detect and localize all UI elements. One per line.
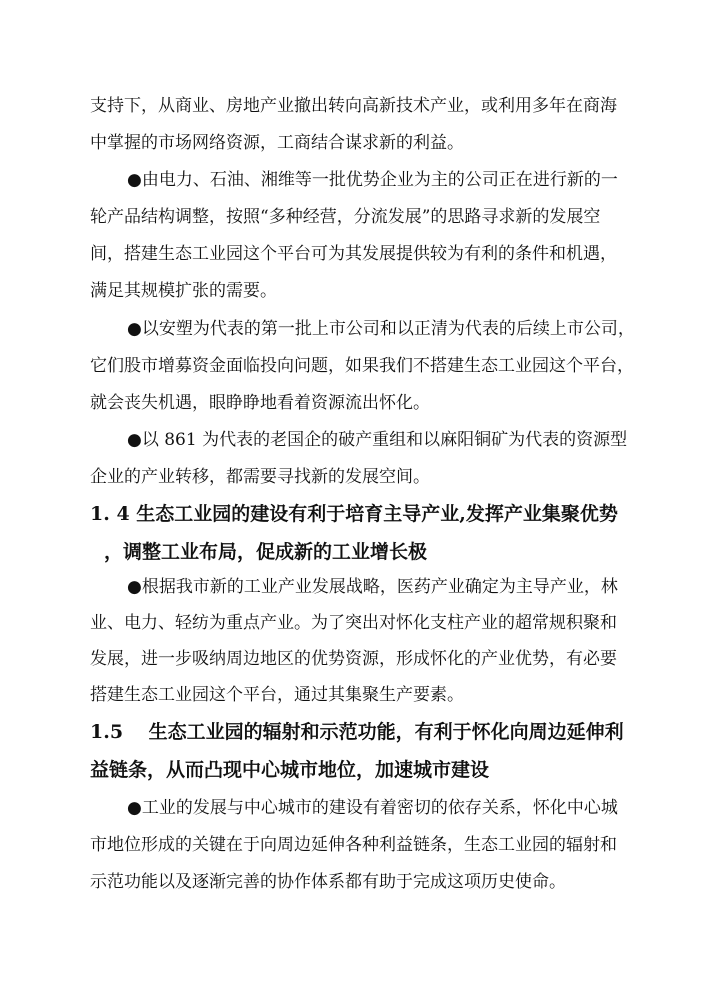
paragraph-line: 市地位形成的关键在于向周边延伸各种利益链条，生态工业园的辐射和 <box>90 835 617 855</box>
paragraph-line: ●由电力、石油、湘维等一批优势企业为主的公司正在进行新的一 <box>127 170 618 190</box>
paragraph-line: 中掌握的市场网络资源，工商结合谋求新的利益。 <box>90 133 464 153</box>
paragraph-line: 支持下，从商业、房地产业撤出转向高新技术产业，或利用多年在商海 <box>90 96 617 116</box>
paragraph-line: ●以 861 为代表的老国企的破产重组和以麻阳铜矿为代表的资源型 <box>127 430 628 450</box>
section-heading: ，调整工业布局，促成新的工业增长极 <box>104 541 428 563</box>
paragraph-line: 间，搭建生态工业园这个平台可为其发展提供较为有利的条件和机遇， <box>90 244 617 264</box>
paragraph-line: 它们股市增募资金面临投向问题，如果我们不搭建生态工业园这个平台， <box>90 356 634 376</box>
paragraph-line: 满足其规模扩张的需要。 <box>90 281 277 301</box>
paragraph-line: 业、电力、轻纺为重点产业。为了突出对怀化支柱产业的超常规积聚和 <box>90 613 617 633</box>
paragraph-line: 示范功能以及逐渐完善的协作体系都有助于完成这项历史使命。 <box>90 872 566 892</box>
paragraph-line: ●以安塑为代表的第一批上市公司和以正清为代表的后续上市公司， <box>127 319 635 339</box>
paragraph-line: 搭建生态工业园这个平台，通过其集聚生产要素。 <box>90 685 464 705</box>
paragraph-line: 就会丧失机遇，眼睁睁地看着资源流出怀化。 <box>90 393 430 413</box>
section-heading: 1.5 生态工业园的辐射和示范功能，有利于怀化向周边延伸利 <box>90 721 624 743</box>
paragraph-line: 发展，进一步吸纳周边地区的优势资源，形成怀化的产业优势，有必要 <box>90 649 617 669</box>
paragraph-line: ●根据我市新的工业产业发展战略，医药产业确定为主导产业，林 <box>127 577 618 597</box>
paragraph-line: ●工业的发展与中心城市的建设有着密切的依存关系，怀化中心城 <box>127 798 618 818</box>
paragraph-line: 企业的产业转移，都需要寻找新的发展空间。 <box>90 467 430 487</box>
section-heading: 益链条，从而凸现中心城市地位，加速城市建设 <box>90 759 490 781</box>
paragraph-line: 轮产品结构调整，按照“多种经营，分流发展”的思路寻求新的发展空 <box>90 207 601 227</box>
section-heading: 1. 4 生态工业园的建设有利于培育主导产业,发挥产业集聚优势 <box>90 503 618 525</box>
